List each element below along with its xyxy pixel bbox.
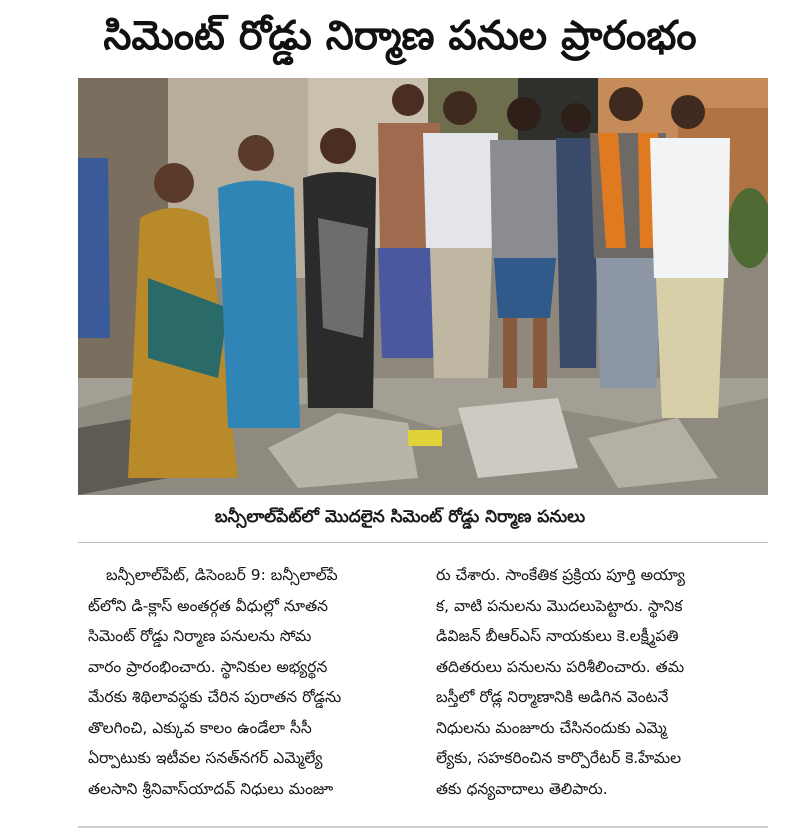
headline: సిమెంట్ రోడ్డు నిర్మాణ పనుల ప్రారంభం: [103, 13, 697, 59]
article-column-right: [436, 560, 776, 804]
photo-group-icon: [78, 78, 768, 495]
article-line: వారం ప్రారంభించారు. స్థానికుల అభ్యర్థన: [88, 657, 328, 676]
article-line: క, వాటి పనులను మొదలుపెట్టారు. స్థానిక: [436, 596, 683, 615]
article-column-left: [88, 560, 428, 804]
photo-caption: బన్సీలాల్‌పేట్‌లో మొదలైన సిమెంట్ రోడ్డు నిర్మాణ పనులు: [214, 507, 586, 527]
article-line: ఏర్పాటుకు ఇటీవల సనత్‌నగర్ ఎమ్మెల్యే: [88, 749, 323, 767]
article-line: డివిజన్ బీఆర్ఎస్ నాయకులు కె.లక్ష్మీపతి: [436, 627, 679, 645]
article-line: రు చేశారు. సాంకేతిక ప్రక్రియ పూర్తి అయ్యా: [436, 566, 686, 584]
article-line: తకు ధన్యవాదాలు తెలిపారు.: [436, 779, 608, 798]
article-line: తదితరులు పనులను పరిశీలించారు. తమ: [436, 657, 685, 676]
article-line: బస్తీలో రోడ్ల నిర్మాణానికి అడిగిన వెంటనే: [436, 688, 669, 706]
article-line: ల్యేకు, సహకరించిన కార్పొరేటర్ కె.హేమల: [436, 749, 682, 767]
article-line: తలసాని శ్రీనివాస్‌యాదవ్ నిధులు మంజూ: [88, 779, 334, 798]
article-line: ట్‌లోని డి-క్లాస్ అంతర్గత వీధుల్లో నూతన: [88, 596, 329, 615]
article-line: మేరకు శిథిలావస్థకు చేరిన పురాతన రోడ్డను: [88, 688, 342, 706]
news-photo: [78, 78, 768, 495]
article-line: బన్సీలాల్‌పేట్, డిసెంబర్ 9: బన్సీలాల్‌పే: [106, 566, 338, 584]
article-line: తొలగించి, ఎక్కువ కాలం ఉండేలా సీసీ: [88, 718, 312, 737]
bottom-divider: [78, 826, 768, 828]
caption-divider: [78, 542, 768, 543]
article-line: సిమెంట్ రోడ్డు నిర్మాణ పనులను సోమ: [88, 627, 312, 645]
article-line: నిధులను మంజూరు చేసినందుకు ఎమ్మె: [436, 718, 667, 737]
